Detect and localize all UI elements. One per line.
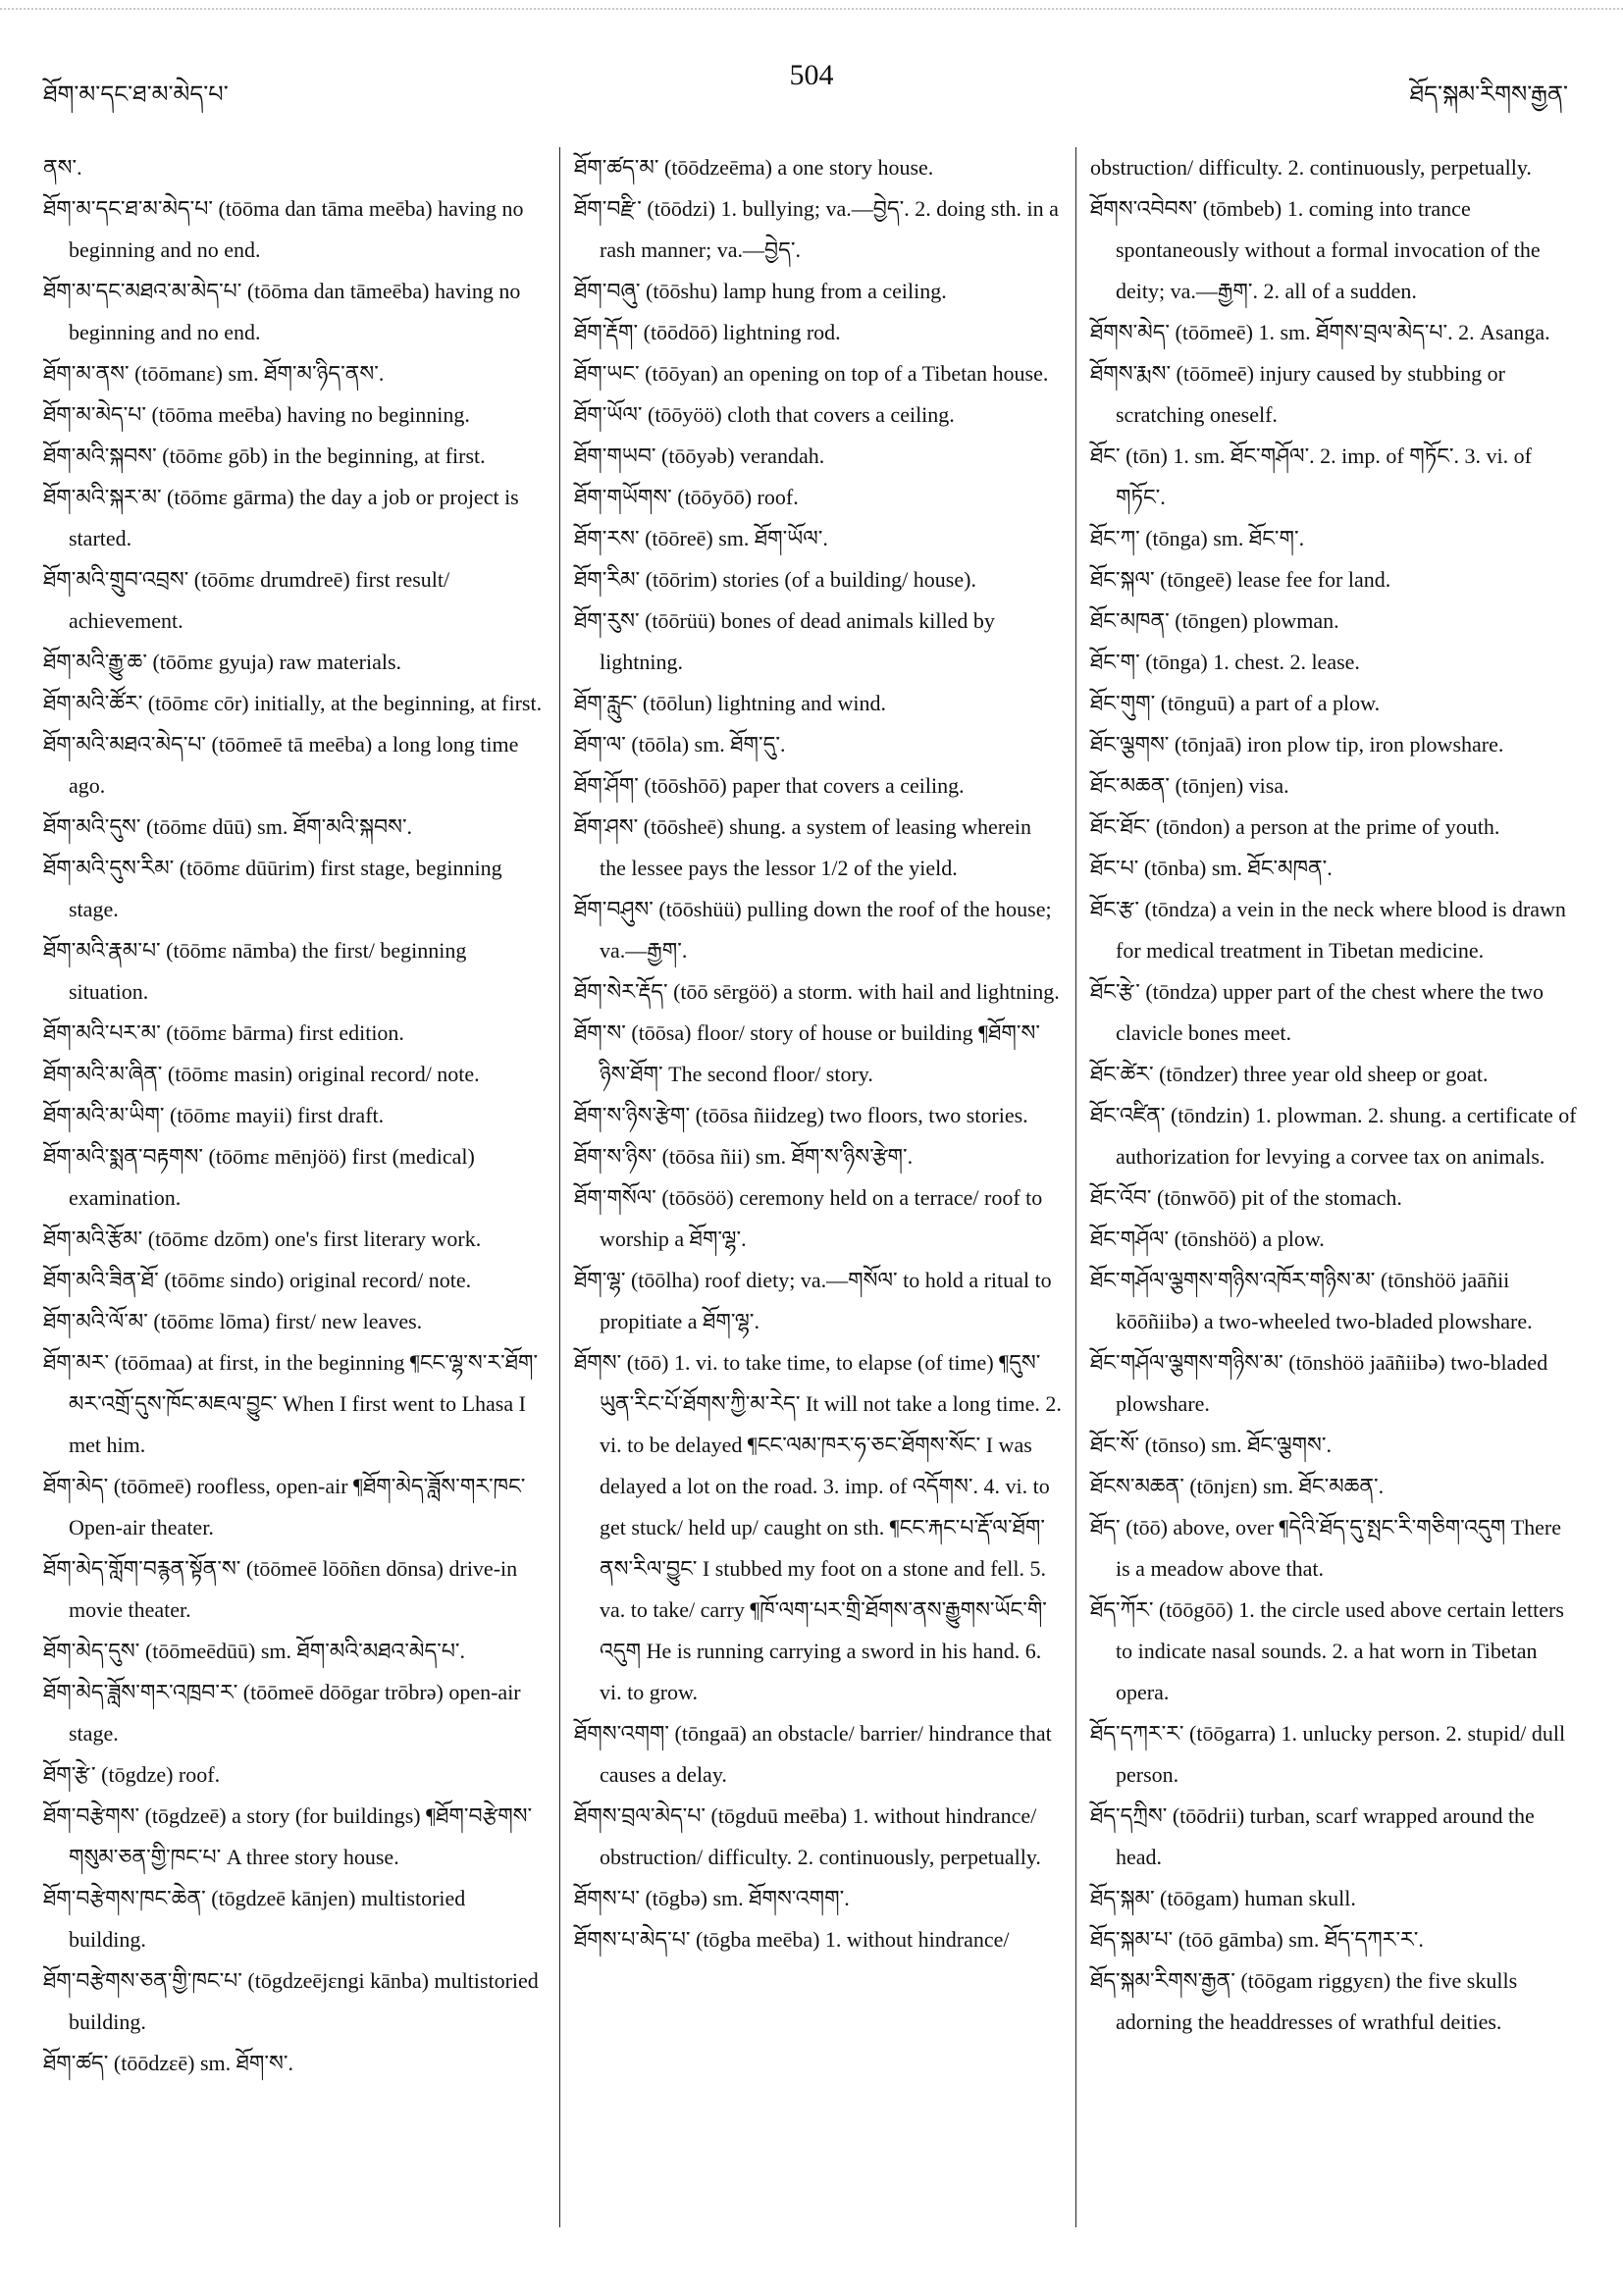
dictionary-entry: ཐོང་མཁན་ (tōngen) plowman. — [1090, 608, 1339, 633]
dictionary-entry: ཐོད་དཀར་ར་ (tōōgarra) 1. unlucky person. 2. stupid/ dull person. — [1090, 1721, 1566, 1787]
dictionary-entry: ཐོག་བརྩེགས་ཅན་གྱི་ཁང་པ་ (tōgdzeējεngi kānba) multistoried building. — [43, 1968, 539, 2034]
dictionary-entry: ཐོག་བརྩེགས་ཁང་ཆེན་ (tōgdzeē kānjen) multistoried building. — [43, 1886, 466, 1952]
dictionary-entry: ཐོག་མའི་གྲུབ་འབྲས་ (tōōmε drumdreē) first result/ achievement. — [43, 567, 450, 633]
dictionary-entry: ཐོག་མའི་མ་ཞིན་ (tōōmε masin) original record/ note. — [43, 1062, 480, 1086]
dictionary-entry: ཐོག་མ་དང་མཐའ་མ་མེད་པ་ (tōōma dan tāmeēba) having no beginning and no end. — [43, 279, 521, 344]
dictionary-entry: ཐོག་ཡོལ་ (tōōyöö) cloth that covers a ceiling. — [574, 402, 955, 427]
dictionary-entry: ཐོག་ཤས་ (tōōsheē) shung. a system of leasing wherein the lessee pays the lessor 1/2 of the yield. — [574, 814, 1032, 880]
dictionary-entry: ཐོང་མཆན་ (tōnjen) visa. — [1090, 773, 1289, 798]
dictionary-entry: ཐོག་རྩེ་ (tōgdze) roof. — [43, 1762, 221, 1787]
dictionary-entry: ཐོག་མ་དང་ཐ་མ་མེད་པ་ (tōōma dan tāma meēba) having no beginning and no end. — [43, 196, 524, 262]
dictionary-entry: ཐོང་སྐལ་ (tōngeē) lease fee for land. — [1090, 567, 1391, 592]
dictionary-entry: ཐོག་ཚད་ (tōōdzεē) sm. ཐོག་ས་. — [43, 2051, 293, 2075]
dictionary-entry: ཐོག་མའི་མ་ཡིག་ (tōōmε mayii) first draft. — [43, 1103, 385, 1127]
dictionary-entry: ཐོག་སེར་རྡོད་ (tōō sērgöö) a storm. with hail and lightning. — [574, 979, 1060, 1004]
dictionary-entry: ཐོགས་མེད་ (tōōmeē) 1. sm. ཐོགས་བྲལ་མེད་པ་. 2. Asanga. — [1090, 320, 1550, 344]
dictionary-entry: ཐོག་ས་ཉིས་ (tōōsa ñii) sm. ཐོག་ས་ཉིས་རྩེག་. — [574, 1144, 914, 1169]
dictionary-entry: ཐོག་ལྷ་ (tōōlha) roof diety; va.—གསོལ་ to hold a ritual to propitiate a ཐོག་ལྷ་. — [574, 1268, 1052, 1333]
dictionary-entry: ཐོག་ཤོག་ (tōōshōō) paper that covers a ceiling. — [574, 773, 965, 798]
dictionary-entry: ནས་. — [43, 155, 82, 180]
dictionary-entry: ཐོང་གཤོལ་ (tōnshöö) a plow. — [1090, 1226, 1325, 1251]
dictionary-entry: ཐོང་རྩ་ (tōndza) a vein in the neck where blood is drawn for medical treatment in Tibetan medicine. — [1090, 897, 1566, 963]
column-3 — [1075, 147, 1592, 2227]
dictionary-entry: ཐོག་བཞུ་ (tōōshu) lamp hung from a ceiling. — [574, 279, 947, 303]
dictionary-entry: ཐོག་གཡབ་ (tōōyəb) verandah. — [574, 444, 825, 468]
dictionary-entry: ཐོག་མའི་མཐའ་མེད་པ་ (tōōmeē tā meēba) a long long time ago. — [43, 732, 519, 798]
dictionary-entry: ཐོག་མའི་ལོ་མ་ (tōōmε lōma) first/ new leaves. — [43, 1309, 423, 1333]
dictionary-entry: ཐོག་མའི་སྨན་བརྟགས་ (tōōmε mēnjöö) first (medical) examination. — [43, 1144, 475, 1210]
dictionary-entry: ཐོང་ཚེར་ (tōndzer) three year old sheep or goat. — [1090, 1062, 1489, 1086]
dictionary-entry: ཐོག་མའི་པར་མ་ (tōōmε bārma) first edition. — [43, 1020, 404, 1045]
running-head-left: ཐོག་མ་དང་ཐ་མ་མེད་པ་ — [43, 82, 229, 108]
dictionary-entry: ཐོང་ཐོང་ (tōndon) a person at the prime of youth. — [1090, 814, 1500, 839]
dictionary-entry: ཐོག་ཡང་ (tōōyan) an opening on top of a Tibetan house. — [574, 361, 1049, 386]
dictionary-entry: ཐོག་རུས་ (tōōrüü) bones of dead animals killed by lightning. — [574, 608, 995, 674]
dictionary-entry: ཐོང་སོ་ (tōnso) sm. ཐོང་ལྕགས་. — [1090, 1433, 1333, 1457]
dictionary-entry: ཐོག་གཡོགས་ (tōōyōō) roof. — [574, 485, 799, 509]
dictionary-entry: ཐོད་དཀྲིས་ (tōōdrii) turban, scarf wrapped around the head. — [1090, 1803, 1535, 1869]
dictionary-entry: ཐོག་མ་ནས་ (tōōmanε) sm. ཐོག་མ་ཉིད་ནས་. — [43, 361, 385, 386]
dictionary-entry: ཐོག་མའི་རྣམ་པ་ (tōōmε nāmba) the first/ beginning situation. — [43, 938, 467, 1004]
dictionary-entry: ཐོག་མའི་རྒྱུ་ཆ་ (tōōmε gyuja) raw materials. — [43, 650, 402, 674]
dictionary-entry: ཐོག་མེད་དུས་ (tōōmeēdūū) sm. ཐོག་མའི་མཐའ་མེད་པ་. — [43, 1639, 466, 1663]
dictionary-entry: ཐོགས་བྲལ་མེད་པ་ (tōgduū meēba) 1. without hindrance/ obstruction/ difficulty. 2. continuously, perpetually. — [574, 1803, 1041, 1869]
dictionary-entry: ཐོགས་རྨས་ (tōōmeē) injury caused by stubbing or scratching oneself. — [1090, 361, 1505, 427]
dictionary-entry: ཐོག་མའི་སྐར་མ་ (tōōmε gārma) the day a job or project is started. — [43, 485, 519, 550]
top-border — [0, 8, 1623, 10]
dictionary-entry: ཐོག་ས་ཉིས་རྩེག་ (tōōsa ñiidzeg) two floors, two stories. — [574, 1103, 1028, 1127]
dictionary-entry: ཐོང་གུག་ (tōnguū) a part of a plow. — [1090, 691, 1381, 715]
dictionary-entry: ཐོང་འཛིན་ (tōndzin) 1. plowman. 2. shung. a certificate of authorization for levying a corvee tax on animals. — [1090, 1103, 1577, 1169]
dictionary-entry: ཐོང་ག་ (tōnga) 1. chest. 2. lease. — [1090, 650, 1360, 674]
dictionary-entry: obstruction/ difficulty. 2. continuously, perpetually. — [1090, 155, 1532, 180]
dictionary-entry: ཐོང་ (tōn) 1. sm. ཐོང་གཤོལ་. 2. imp. of གཏོང་. 3. vi. of གཏོང་. — [1090, 444, 1532, 509]
dictionary-entry: ཐོང་གཤོལ་ལྕགས་གཉིས་མ་ (tōnshöö jaāñiibə) two-bladed plowshare. — [1090, 1350, 1548, 1416]
dictionary-entry: ཐོག་མའི་ཚོར་ (tōōmε cōr) initially, at the beginning, at first. — [43, 691, 543, 715]
dictionary-entry: ཐོང་ལྕགས་ (tōnjaā) iron plow tip, iron plowshare. — [1090, 732, 1504, 757]
dictionary-entry: ཐོག་མེད་ཟློས་གར་འཁྲབ་ར་ (tōōmeē dōōgar trōbrə) open-air stage. — [43, 1680, 521, 1746]
dictionary-entry: ཐོང་པ་ (tōnba) sm. ཐོང་མཁན་. — [1090, 856, 1333, 880]
dictionary-entry: ཐོགས་འབེབས་ (tōmbeb) 1. coming into trance spontaneously without a formal invocation of the deity; va.—རྒྱག་. 2. all of a sudden. — [1090, 196, 1541, 303]
dictionary-entry: ཐོག་བཤུས་ (tōōshüü) pulling down the roof of the house; va.—རྒྱག་. — [574, 897, 1052, 963]
dictionary-entry: ཐོག་བརྩེགས་ (tōgdzeē) a story (for buildings) ¶ཐོག་བརྩེགས་གསུམ་ཅན་གྱི་ཁང་པ་ A three story house. — [43, 1803, 533, 1869]
dictionary-entry: ཐོད་ཀོར་ (tōōgōō) 1. the circle used above certain letters to indicate nasal sounds. 2. a hat worn in Tibetan opera. — [1090, 1597, 1564, 1704]
dictionary-entry: ཐོགས་པ་ (tōgbə) sm. ཐོགས་འགག་. — [574, 1886, 850, 1910]
dictionary-entry: ཐོག་མ་མེད་པ་ (tōōma meēba) having no beginning. — [43, 402, 470, 427]
column-1 — [43, 147, 559, 2227]
dictionary-entry: ཐོང་རྩེ་ (tōndza) upper part of the chest where the two clavicle bones meet. — [1090, 979, 1544, 1045]
dictionary-entry: ཐོང་འོབ་ (tōnwōō) pit of the stomach. — [1090, 1185, 1402, 1210]
running-head-right: ཐོད་སྐམ་རིགས་རྒྱན་ — [1409, 82, 1568, 108]
dictionary-entry: ཐོངས་མཆན་ (tōnjεn) sm. ཐོང་མཆན་. — [1090, 1474, 1385, 1498]
dictionary-entry: ཐོད་ (tōō) above, over ¶དེའི་ཐོད་དུ་སྤང་རི་གཅིག་འདུག There is a meadow above that. — [1090, 1515, 1562, 1581]
dictionary-entry: ཐོག་མའི་དུས་རིམ་ (tōōmε dūūrim) first stage, beginning stage. — [43, 856, 502, 921]
column-2 — [559, 147, 1075, 2227]
dictionary-entry: ཐོག་ས་ (tōōsa) floor/ story of house or building ¶ཐོག་ས་ཉིས་ཐོག་ The second floor/ story. — [574, 1020, 1040, 1086]
dictionary-entry: ཐོག་ཚད་མ་ (tōōdzeēma) a one story house. — [574, 155, 934, 180]
dictionary-entry: ཐོག་བརྫི་ (tōōdzi) 1. bullying; va.—བྱེད་. 2. doing sth. in a rash manner; va.—བྱེད་. — [574, 196, 1059, 262]
dictionary-entry: ཐོགས་ (tōō) 1. vi. to take time, to elapse (of time) ¶དུས་ཡུན་རིང་པོ་ཐོགས་ཀྱི་མ་རེད་ It will not take a long time. 2. vi. to be delayed ¶ངང་ལམ་ཁར་ཧ་ཅང་ཐོགས་སོང་ I was delayed a lot on the road. 3. imp. of འདོགས་. 4. vi. to get stuck/ held up/ caught on sth. ¶ངང་རྐང་པ་རྡོ་ལ་ཐོག་ནས་རིལ་བྱུང་ I stubbed my foot on a stone and fell. 5. va. to take/ carry ¶ཁོ་ལག་པར་གྲི་ཐོགས་ནས་རྒྱུགས་ཡོང་གི་འདུག He is running carrying a sword in his hand. 6. vi. to grow. — [574, 1350, 1062, 1704]
dictionary-entry: ཐོག་མའི་རྩོམ་ (tōōmε dzōm) one's first literary work. — [43, 1226, 482, 1251]
dictionary-entry: ཐོད་སྐམ་རིགས་རྒྱན་ (tōōgam riggyεn) the five skulls adorning the headdresses of wrathful deities. — [1090, 1968, 1518, 2034]
dictionary-entry: ཐོག་རིམ་ (tōōrim) stories (of a building/ house). — [574, 567, 976, 592]
dictionary-entry: ཐོག་མའི་དུས་ (tōōmε dūū) sm. ཐོག་མའི་སྐབས་. — [43, 814, 413, 839]
dictionary-entry: ཐོད་སྐམ་པ་ (tōō gāmba) sm. ཐོད་དཀར་ར་. — [1090, 1927, 1424, 1952]
dictionary-entry: ཐོག་གསོལ་ (tōōsöö) ceremony held on a terrace/ roof to worship a ཐོག་ལྷ་. — [574, 1185, 1043, 1251]
dictionary-entry: ཐོང་གཤོལ་ལྕགས་གཉིས་འཁོར་གཉིས་མ་ (tōnshöö jaāñii kōōñiibə) a two-wheeled two-bladed plowshare. — [1090, 1268, 1533, 1333]
page-number: 504 — [789, 59, 834, 91]
dictionary-columns — [43, 147, 1594, 2227]
dictionary-entry: ཐོག་རྡོག་ (tōōdōō) lightning rod. — [574, 320, 841, 344]
dictionary-entry: ཐོང་ཀ་ (tōnga) sm. ཐོང་ག་. — [1090, 526, 1305, 550]
dictionary-entry: ཐོག་མར་ (tōōmaa) at first, in the beginning ¶ངང་ལྷ་ས་ར་ཐོག་མར་འགྲོ་དུས་ཁོང་མཇལ་བྱུང་ When I first went to Lhasa I met him. — [43, 1350, 539, 1457]
dictionary-entry: ཐོགས་འགག་ (tōngaā) an obstacle/ barrier/ hindrance that causes a delay. — [574, 1721, 1052, 1787]
dictionary-entry: ཐོག་མའི་སྐབས་ (tōōmε gōb) in the beginning, at first. — [43, 444, 486, 468]
dictionary-entry: ཐོག་ལ་ (tōōla) sm. ཐོག་དུ་. — [574, 732, 786, 757]
dictionary-entry: ཐོག་མེད་ (tōōmeē) roofless, open-air ¶ཐོག་མེད་ཟློས་གར་ཁང་ Open-air theater. — [43, 1474, 526, 1539]
dictionary-entry: ཐོགས་པ་མེད་པ་ (tōgba meēba) 1. without hindrance/ — [574, 1927, 1010, 1952]
dictionary-entry: ཐོག་རླུང་ (tōōlun) lightning and wind. — [574, 691, 886, 715]
dictionary-entry: ཐོག་མེད་གློག་བརྙན་སྟོན་ས་ (tōōmeē lōōñεn dōnsa) drive-in movie theater. — [43, 1556, 518, 1622]
dictionary-entry: ཐོད་སྐམ་ (tōōgam) human skull. — [1090, 1886, 1356, 1910]
dictionary-entry: ཐོག་རས་ (tōōreē) sm. ཐོག་ཡོལ་. — [574, 526, 828, 550]
dictionary-entry: ཐོག་མའི་ཟིན་ཐོ་ (tōōmε sindo) original record/ note. — [43, 1268, 472, 1292]
